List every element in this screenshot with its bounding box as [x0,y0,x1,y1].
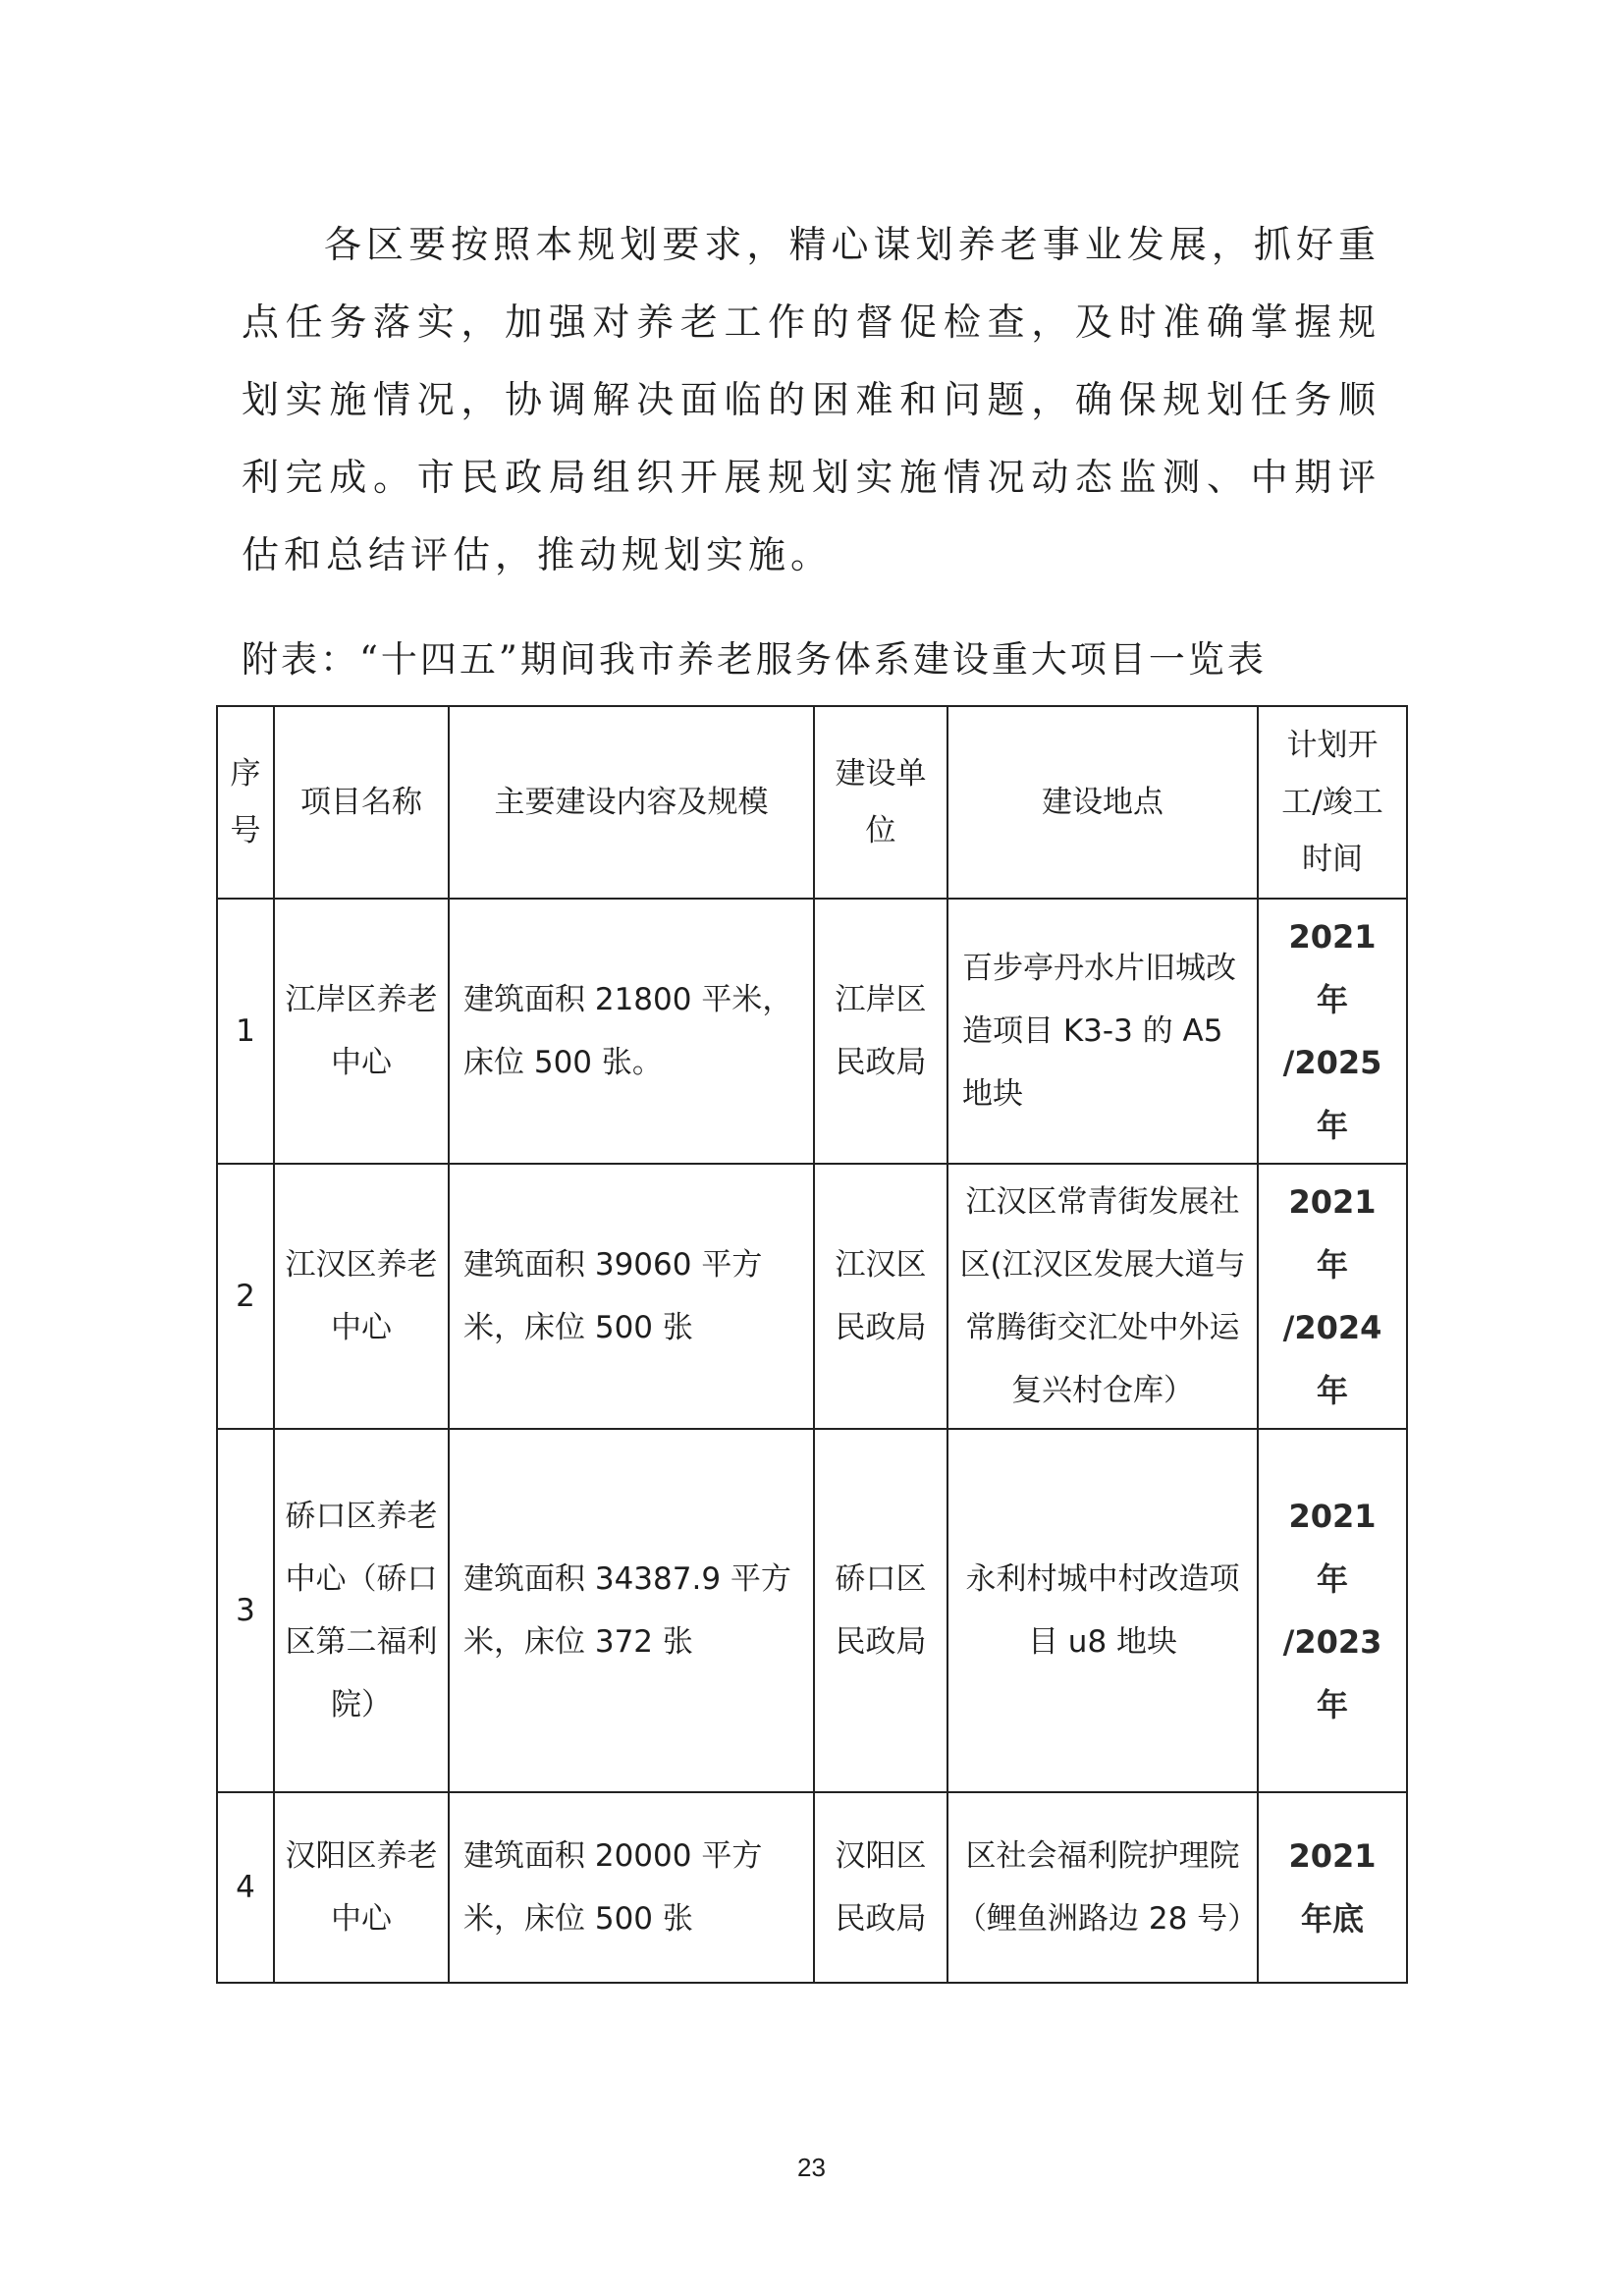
table-header-row [217,706,1407,899]
header-cell: 计划开工/竣工时间 [1258,706,1407,899]
schedule-line: 年 [1316,981,1348,1018]
project-name: 硚口区养老中心（硚口区第二福利院） [274,1429,449,1792]
schedule-time [1258,1429,1407,1792]
project-name: 江汉区养老中心 [274,1164,449,1429]
schedule-line: /2025 [1282,1044,1382,1081]
table-row [217,899,1407,1164]
row-number: 4 [217,1792,274,1983]
table-row [217,1429,1407,1792]
row-number: 1 [217,899,274,1164]
header-cell: 序号 [217,706,274,899]
project-content: 建筑面积 39060 平方米，床位 500 张 [449,1164,814,1429]
schedule-line: 2021 [1288,1498,1377,1535]
header-cell: 建设地点 [947,706,1258,899]
project-content: 建筑面积 21800 平米，床位 500 张。 [449,899,814,1164]
body-paragraph: 各区要按照本规划要求，精心谋划养老事业发展，抓好重点任务落实，加强对养老工作的督促检查，及时准确掌握规划实施情况，协调解决面临的困难和问题，确保规划任务顺利完成。市民政局组织开展规划实施情况动态监测、中期评估和总结评估，推动规划实施。 [242,223,1380,576]
page-number: 23 [797,2153,826,2182]
construction-unit: 硚口区民政局 [814,1429,947,1792]
row-number: 2 [217,1164,274,1429]
schedule-line: 年 [1316,1560,1348,1598]
schedule-line: 年 [1316,1686,1348,1723]
construction-location: 区社会福利院护理院（鲤鱼洲路边 28 号） [947,1792,1258,1983]
schedule-time [1258,899,1407,1164]
table-row [217,1164,1407,1429]
construction-unit: 江岸区民政局 [814,899,947,1164]
schedule-line: 2021 [1288,918,1377,956]
project-content: 建筑面积 20000 平方米，床位 500 张 [449,1792,814,1983]
construction-unit: 江汉区民政局 [814,1164,947,1429]
schedule-line: 年 [1316,1107,1348,1144]
project-name: 江岸区养老中心 [274,899,449,1164]
schedule-line: /2024 [1282,1309,1382,1346]
schedule-time [1258,1792,1407,1983]
schedule-line: 年 [1316,1372,1348,1409]
construction-location: 永利村城中村改造项目 u8 地块 [947,1429,1258,1792]
project-name: 汉阳区养老中心 [274,1792,449,1983]
schedule-line: 年底 [1300,1900,1364,1938]
header-cell: 项目名称 [274,706,449,899]
construction-location: 江汉区常青街发展社区(江汉区发展大道与常腾街交汇处中外运复兴村仓库） [947,1164,1258,1429]
construction-location: 百步亭丹水片旧城改造项目 K3-3 的 A5 地块 [947,899,1258,1164]
row-number: 3 [217,1429,274,1792]
schedule-line: 2021 [1288,1837,1377,1875]
header-cell: 主要建设内容及规模 [449,706,814,899]
schedule-line: /2023 [1282,1623,1382,1661]
table-row [217,1792,1407,1983]
header-cell: 建设单位 [814,706,947,899]
major-projects-table [216,705,1408,1984]
project-content: 建筑面积 34387.9 平方米，床位 372 张 [449,1429,814,1792]
schedule-line: 年 [1316,1246,1348,1284]
schedule-line: 2021 [1288,1183,1377,1221]
table-caption: 附表：“十四五”期间我市养老服务体系建设重大项目一览表 [242,638,1267,681]
schedule-time [1258,1164,1407,1429]
construction-unit: 汉阳区民政局 [814,1792,947,1983]
